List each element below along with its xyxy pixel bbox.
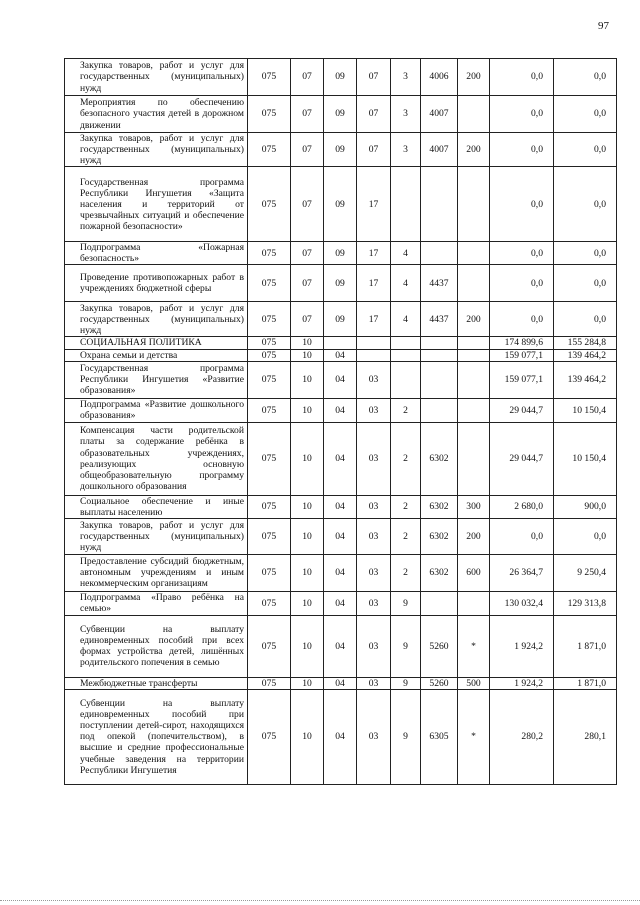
cell-c5: 3 [391,96,421,133]
cell-v1: 130 032,4 [490,591,554,615]
cell-c2: 10 [291,615,324,677]
cell-c6: 6302 [421,518,458,554]
cell-c6: 4007 [421,96,458,133]
cell-c4: 03 [357,361,391,398]
cell-c1: 075 [248,96,291,133]
table-row [65,302,617,337]
cell-v1: 0,0 [490,133,554,167]
cell-c6: 6302 [421,554,458,591]
cell-c1: 075 [248,398,291,422]
cell-c6: 4437 [421,265,458,302]
cell-c1: 075 [248,167,291,242]
cell-c2: 10 [291,591,324,615]
cell-v1: 1 924,2 [490,677,554,689]
cell-c1: 075 [248,518,291,554]
cell-c3: 04 [324,518,357,554]
cell-c1: 075 [248,615,291,677]
cell-c5: 9 [391,677,421,689]
table-row [65,677,617,689]
cell-c3: 04 [324,361,357,398]
cell-c7 [458,349,490,361]
cell-c5: 4 [391,242,421,265]
table-row [65,361,617,398]
cell-v2: 129 313,8 [554,591,617,615]
cell-c5: 9 [391,615,421,677]
cell-c4: 03 [357,677,391,689]
cell-c3: 09 [324,59,357,96]
cell-c4: 03 [357,615,391,677]
cell-v1: 159 077,1 [490,349,554,361]
cell-c1: 075 [248,133,291,167]
cell-c2: 10 [291,518,324,554]
cell-c2: 10 [291,349,324,361]
table-row [65,167,617,242]
cell-c2: 10 [291,337,324,349]
row-name: Государственная программа Республики Ингушетия «Развитие образования» [65,361,248,398]
cell-c4: 03 [357,591,391,615]
cell-c2: 10 [291,689,324,784]
cell-c4: 03 [357,554,391,591]
cell-c4 [357,349,391,361]
cell-c5: 3 [391,59,421,96]
cell-c4: 03 [357,422,391,495]
cell-c5: 2 [391,518,421,554]
cell-c2: 07 [291,302,324,337]
cell-c1: 075 [248,495,291,518]
cell-c7: 200 [458,133,490,167]
row-name: Закупка товаров, работ и услуг для государственных (муниципальных) нужд [65,59,248,96]
cell-c5 [391,337,421,349]
cell-c7: 500 [458,677,490,689]
cell-c5: 9 [391,689,421,784]
cell-c1: 075 [248,349,291,361]
table-row [65,689,617,784]
cell-c4: 03 [357,495,391,518]
table-row [65,615,617,677]
cell-v1: 0,0 [490,242,554,265]
cell-c6: 6305 [421,689,458,784]
cell-c3: 04 [324,349,357,361]
cell-c7 [458,422,490,495]
cell-v2: 0,0 [554,242,617,265]
cell-c5 [391,167,421,242]
cell-c6 [421,361,458,398]
cell-c3: 09 [324,265,357,302]
cell-v2: 900,0 [554,495,617,518]
cell-c7: 300 [458,495,490,518]
cell-c2: 07 [291,59,324,96]
cell-c7: * [458,615,490,677]
cell-v1: 159 077,1 [490,361,554,398]
page-number: 97 [598,20,609,32]
cell-v1: 29 044,7 [490,398,554,422]
cell-v2: 0,0 [554,265,617,302]
cell-c7: 200 [458,518,490,554]
cell-c1: 075 [248,677,291,689]
cell-c6: 4437 [421,302,458,337]
cell-c6 [421,337,458,349]
cell-c6: 6302 [421,495,458,518]
table-row [65,265,617,302]
cell-c3: 04 [324,554,357,591]
cell-v2: 0,0 [554,518,617,554]
table-row [65,349,617,361]
cell-c2: 07 [291,96,324,133]
cell-c6 [421,242,458,265]
cell-v1: 29 044,7 [490,422,554,495]
cell-c1: 075 [248,337,291,349]
row-name: Мероприятия по обеспечению безопасного участия детей в дорожном движении [65,96,248,133]
cell-c5: 4 [391,302,421,337]
cell-c3: 09 [324,133,357,167]
cell-c2: 07 [291,167,324,242]
row-name: Социальное обеспечение и иные выплаты населению [65,495,248,518]
row-name: Субвенции на выплату единовременных пособий при всех формах устройства детей, лишённых родительского попечения в семью [65,615,248,677]
cell-c7 [458,337,490,349]
cell-c5: 4 [391,265,421,302]
cell-c3 [324,337,357,349]
cell-c1: 075 [248,361,291,398]
row-name: Закупка товаров, работ и услуг для государственных (муниципальных) нужд [65,133,248,167]
cell-c7 [458,361,490,398]
cell-c7 [458,265,490,302]
cell-v1: 0,0 [490,302,554,337]
table-row [65,59,617,96]
row-name: Охрана семьи и детства [65,349,248,361]
cell-v1: 280,2 [490,689,554,784]
cell-c2: 10 [291,422,324,495]
row-name: Проведение противопожарных работ в учреждениях бюджетной сферы [65,265,248,302]
cell-c3: 04 [324,422,357,495]
cell-c3: 09 [324,96,357,133]
cell-c6: 4006 [421,59,458,96]
cell-c1: 075 [248,554,291,591]
row-name: СОЦИАЛЬНАЯ ПОЛИТИКА [65,337,248,349]
cell-c3: 04 [324,677,357,689]
cell-c1: 075 [248,689,291,784]
cell-v1: 0,0 [490,59,554,96]
cell-c1: 075 [248,242,291,265]
row-name: Подпрограмма «Право ребёнка на семью» [65,591,248,615]
cell-c2: 10 [291,554,324,591]
cell-c1: 075 [248,265,291,302]
cell-c7: 200 [458,59,490,96]
cell-c4: 07 [357,96,391,133]
cell-c3: 04 [324,591,357,615]
cell-c5 [391,349,421,361]
cell-c4: 03 [357,398,391,422]
cell-c1: 075 [248,422,291,495]
cell-v2: 155 284,8 [554,337,617,349]
cell-c5 [391,361,421,398]
row-name: Закупка товаров, работ и услуг для государственных (муниципальных) нужд [65,302,248,337]
cell-v2: 0,0 [554,133,617,167]
cell-c5: 2 [391,422,421,495]
cell-c1: 075 [248,302,291,337]
cell-v2: 9 250,4 [554,554,617,591]
cell-v1: 2 680,0 [490,495,554,518]
cell-c6: 6302 [421,422,458,495]
cell-v2: 0,0 [554,59,617,96]
cell-c6: 5260 [421,615,458,677]
cell-c3: 09 [324,242,357,265]
cell-c1: 075 [248,59,291,96]
table-row [65,96,617,133]
cell-c7 [458,242,490,265]
table-row [65,554,617,591]
cell-c7 [458,96,490,133]
cell-c4 [357,337,391,349]
table-row [65,398,617,422]
cell-c1: 075 [248,591,291,615]
cell-v2: 0,0 [554,302,617,337]
cell-c6: 4007 [421,133,458,167]
cell-v1: 0,0 [490,96,554,133]
cell-c4: 07 [357,133,391,167]
cell-c3: 04 [324,398,357,422]
cell-v1: 0,0 [490,518,554,554]
cell-v2: 0,0 [554,96,617,133]
cell-c2: 07 [291,133,324,167]
cell-c3: 09 [324,302,357,337]
cell-v1: 1 924,2 [490,615,554,677]
cell-v2: 10 150,4 [554,398,617,422]
table-row [65,422,617,495]
cell-v2: 139 464,2 [554,361,617,398]
cell-c7: * [458,689,490,784]
cell-c2: 10 [291,495,324,518]
cell-c4: 17 [357,302,391,337]
cell-c3: 04 [324,495,357,518]
footer-divider [0,900,640,901]
row-name: Закупка товаров, работ и услуг для государственных (муниципальных) нужд [65,518,248,554]
cell-c7: 200 [458,302,490,337]
cell-c2: 07 [291,242,324,265]
cell-v2: 280,1 [554,689,617,784]
table-row [65,337,617,349]
row-name: Подпрограмма «Пожарная безопасность» [65,242,248,265]
cell-c4: 03 [357,518,391,554]
cell-c7 [458,167,490,242]
row-name: Межбюджетные трансферты [65,677,248,689]
cell-c6 [421,591,458,615]
cell-c2: 07 [291,265,324,302]
cell-c5: 9 [391,591,421,615]
cell-c7 [458,398,490,422]
cell-c6 [421,398,458,422]
table-row [65,495,617,518]
cell-c5: 2 [391,398,421,422]
cell-c6 [421,167,458,242]
cell-v1: 0,0 [490,167,554,242]
row-name: Государственная программа Республики Ингушетия «Защита населения и территорий от чрезвычайных ситуаций и обеспечение пожарной безопасности» [65,167,248,242]
budget-table [64,58,617,785]
cell-c5: 2 [391,495,421,518]
cell-c4: 07 [357,59,391,96]
cell-c4: 03 [357,689,391,784]
cell-c4: 17 [357,265,391,302]
table-row [65,133,617,167]
cell-v2: 1 871,0 [554,615,617,677]
cell-c5: 3 [391,133,421,167]
cell-v2: 0,0 [554,167,617,242]
row-name: Предоставление субсидий бюджетным, автономным учреждениям и иным некоммерческим организациям [65,554,248,591]
cell-c3: 09 [324,167,357,242]
table-row [65,591,617,615]
cell-c7 [458,591,490,615]
cell-c2: 10 [291,398,324,422]
cell-v2: 10 150,4 [554,422,617,495]
cell-c3: 04 [324,615,357,677]
cell-c6: 5260 [421,677,458,689]
cell-c2: 10 [291,361,324,398]
cell-v2: 1 871,0 [554,677,617,689]
row-name: Компенсация части родительской платы за содержание ребёнка в образовательных учреждениях, реализующих основную общеобразовательную программу дошкольного образования [65,422,248,495]
cell-c4: 17 [357,167,391,242]
cell-v1: 26 364,7 [490,554,554,591]
table-row [65,242,617,265]
cell-c3: 04 [324,689,357,784]
cell-v1: 0,0 [490,265,554,302]
cell-c7: 600 [458,554,490,591]
cell-c2: 10 [291,677,324,689]
cell-c4: 17 [357,242,391,265]
row-name: Подпрограмма «Развитие дошкольного образования» [65,398,248,422]
cell-c5: 2 [391,554,421,591]
cell-v2: 139 464,2 [554,349,617,361]
cell-v1: 174 899,6 [490,337,554,349]
table-row [65,518,617,554]
row-name: Субвенции на выплату единовременных пособий при поступлении детей-сирот, находящихся под опекой (попечительством), в высшие и средние профессиональные учебные заведения на территории Республики Ингушетия [65,689,248,784]
cell-c6 [421,349,458,361]
